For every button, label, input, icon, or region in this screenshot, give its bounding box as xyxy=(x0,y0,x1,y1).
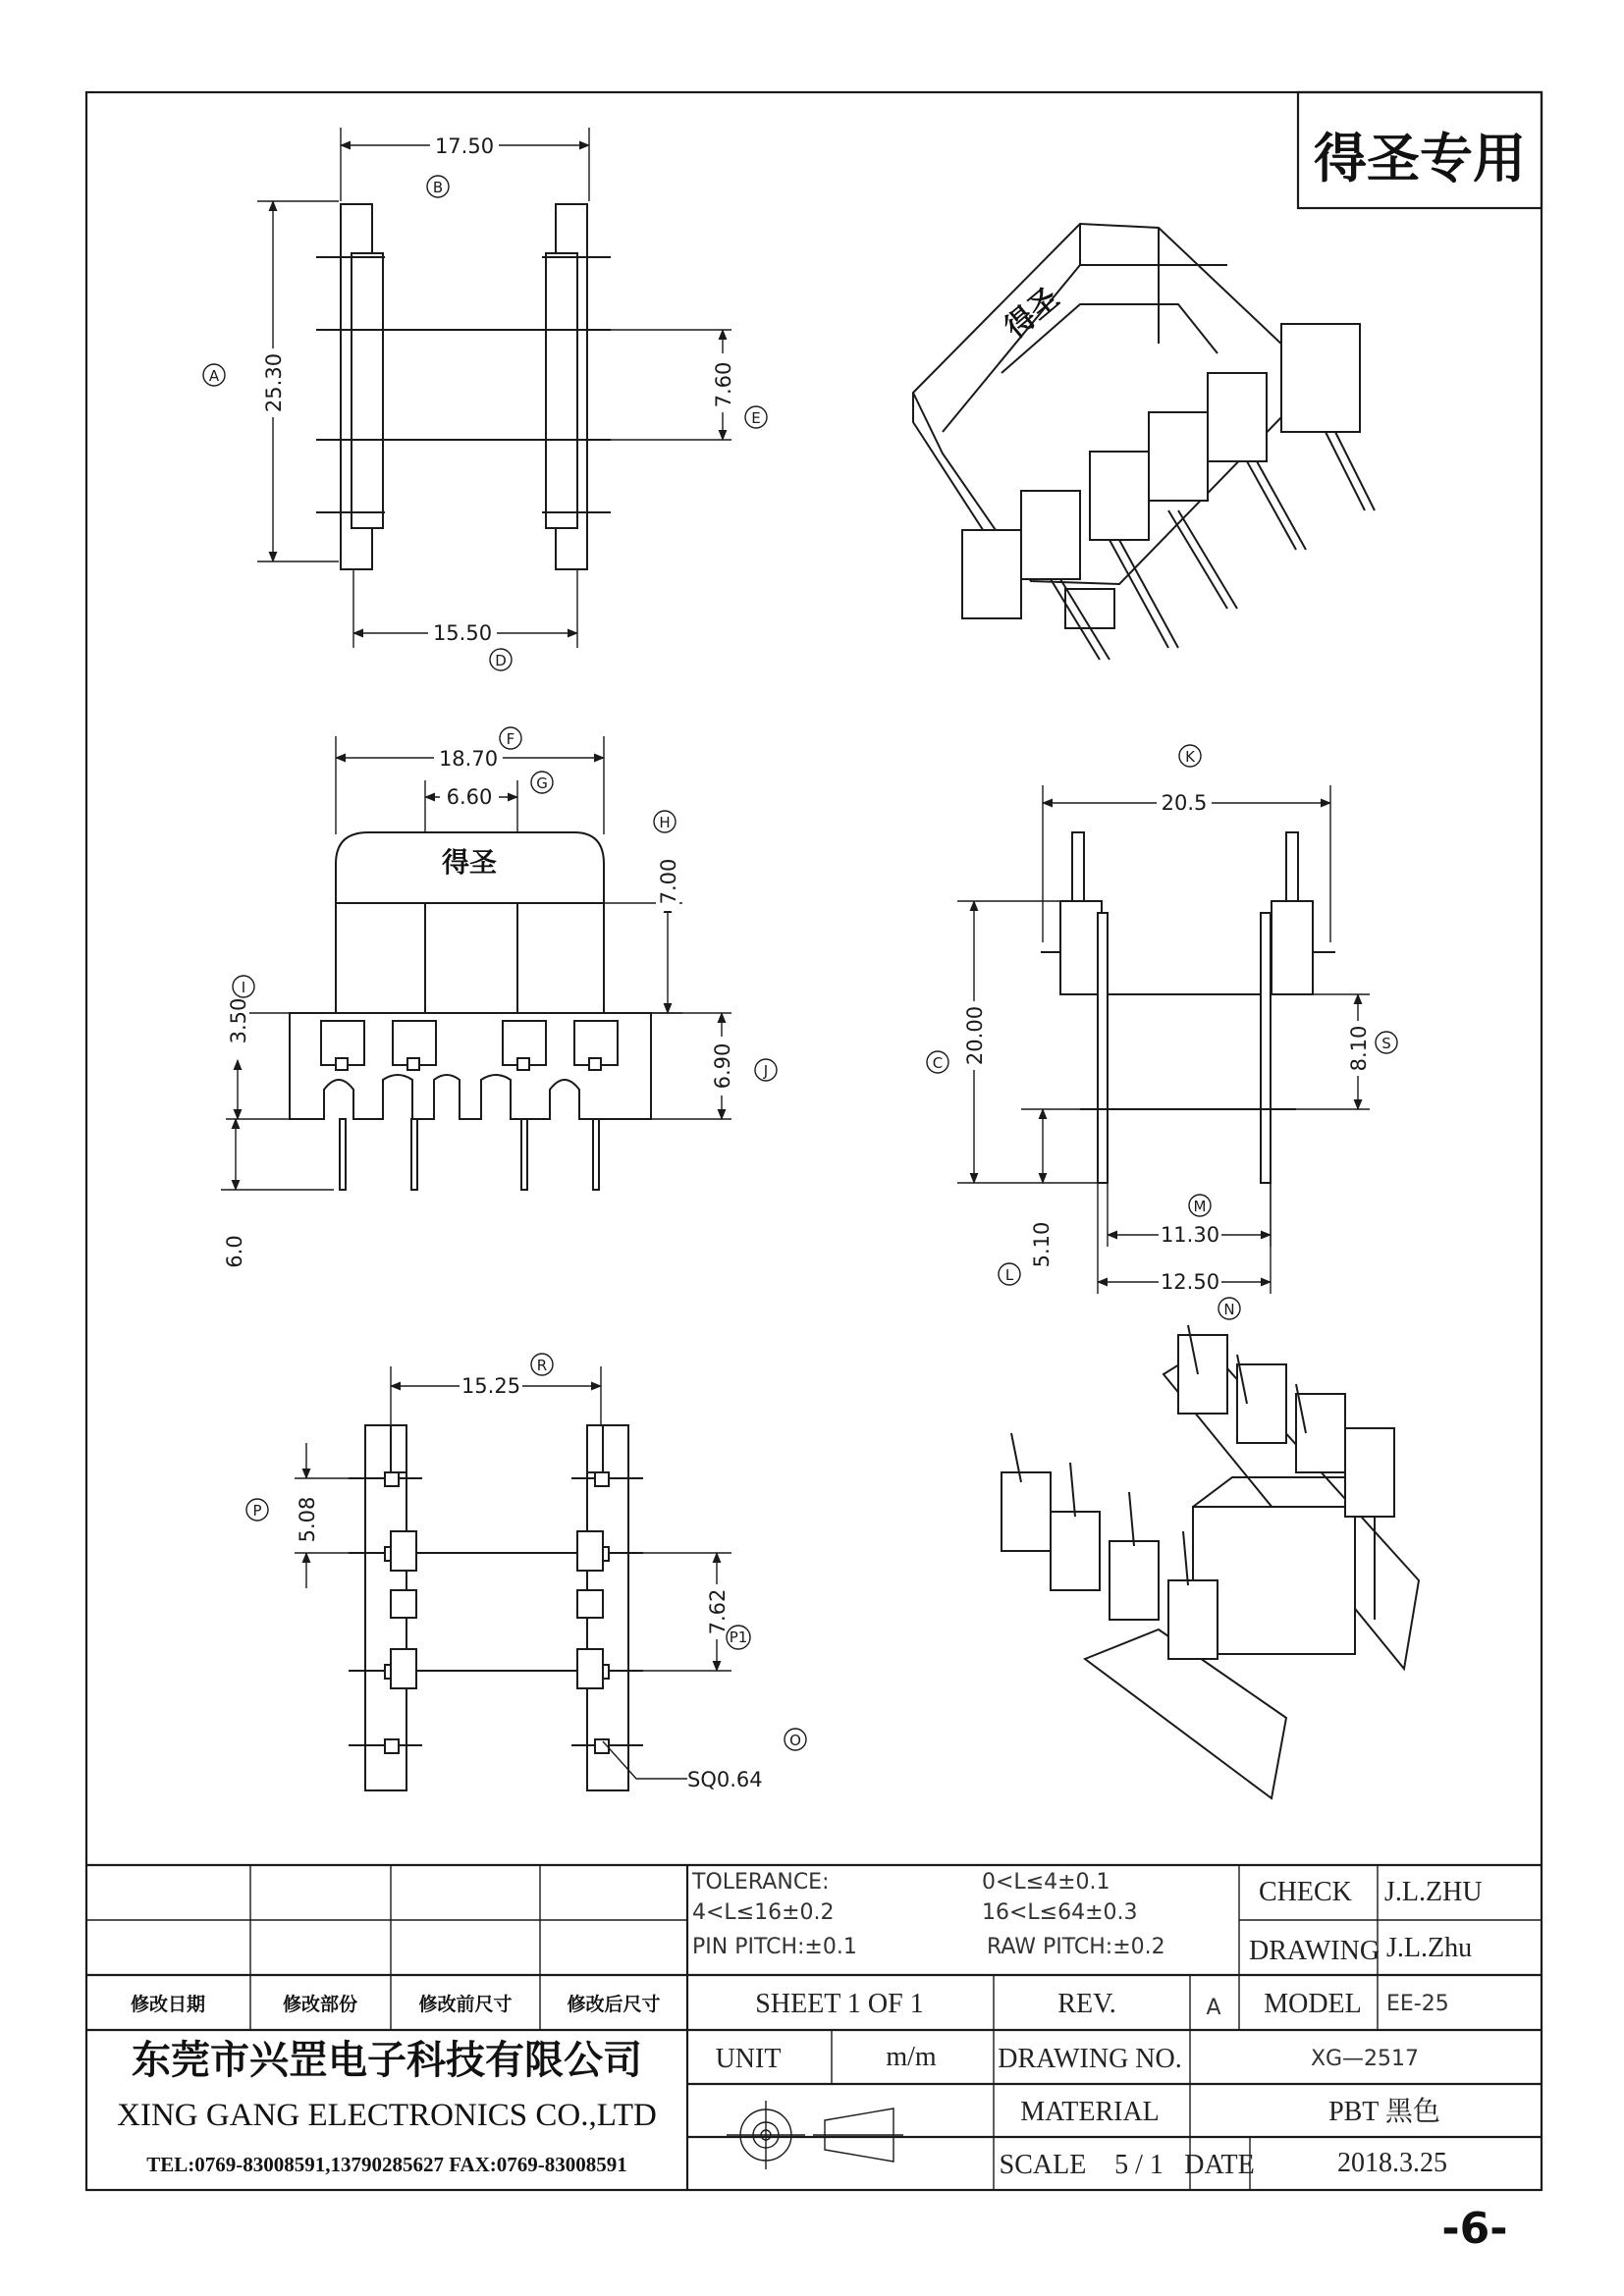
dim-side-pin: 5.10 xyxy=(1030,1221,1054,1268)
ref-e: E xyxy=(751,409,761,427)
dim-side-height: 20.00 xyxy=(963,1005,987,1066)
rev-header-part: 修改部份 xyxy=(282,1994,358,2015)
dim-side-width: 20.5 xyxy=(1161,791,1208,815)
rev-value: A xyxy=(1206,1996,1221,2020)
top-view xyxy=(203,128,767,670)
drawing-no-value: XG—2517 xyxy=(1310,2047,1420,2071)
rev-label: REV. xyxy=(1057,1989,1116,2019)
front-view xyxy=(221,727,777,1271)
drawing-value: J.L.Zhu xyxy=(1386,1933,1473,1963)
ref-c: C xyxy=(932,1054,944,1072)
side-view xyxy=(927,745,1397,1319)
iso-view-top xyxy=(913,224,1375,660)
company-name-en: XING GANG ELECTRONICS CO.,LTD xyxy=(117,2098,657,2133)
ref-l: L xyxy=(1004,1266,1014,1284)
ref-m: M xyxy=(1193,1198,1207,1215)
dim-front-pin-h: 6.90 xyxy=(711,1042,734,1090)
scale-value: 5 / 1 xyxy=(1114,2150,1164,2180)
dim-side-w2: 12.50 xyxy=(1160,1270,1220,1294)
dim-bottom-pitch2: 7.62 xyxy=(706,1588,730,1635)
pin-size-label: SQ0.64 xyxy=(687,1768,763,1791)
model-label: MODEL xyxy=(1264,1989,1362,2019)
dim-top-height: 25.30 xyxy=(262,352,286,413)
ref-a: A xyxy=(208,367,220,385)
dim-top-width: 17.50 xyxy=(434,134,495,158)
ref-d: D xyxy=(495,652,507,669)
dim-front-top: 7.00 xyxy=(657,858,680,905)
tolerance-2: 4<L≤16±0.2 xyxy=(692,1900,835,1925)
tolerance-label: TOLERANCE: xyxy=(692,1870,830,1895)
ref-k: K xyxy=(1185,748,1195,766)
ref-n: N xyxy=(1223,1301,1235,1318)
dim-front-pin-len: 6.0 xyxy=(223,1235,246,1268)
title-block xyxy=(86,1865,1542,2190)
dim-bottom-span: 15.25 xyxy=(460,1374,521,1398)
drawing-no-label: DRAWING NO. xyxy=(998,2044,1182,2074)
ref-o: O xyxy=(789,1732,801,1749)
drawing-label: DRAWING xyxy=(1249,1936,1380,1966)
dim-top-base: 15.50 xyxy=(432,621,493,645)
raw-pitch: RAW PITCH:±0.2 xyxy=(987,1935,1165,1959)
ref-b: B xyxy=(432,179,444,196)
ref-f: F xyxy=(506,730,515,748)
dim-front-core: 6.60 xyxy=(446,785,493,809)
dim-side-w1: 11.30 xyxy=(1160,1223,1220,1247)
dim-top-gap: 7.60 xyxy=(712,361,735,408)
tolerance-3: 16<L≤64±0.3 xyxy=(982,1900,1138,1925)
ref-r: R xyxy=(536,1357,548,1374)
unit-label: UNIT xyxy=(715,2044,782,2074)
corner-stamp xyxy=(1298,92,1542,208)
rev-header-after: 修改后尺寸 xyxy=(567,1994,661,2015)
check-label: CHECK xyxy=(1259,1877,1352,1907)
ref-p1: P1 xyxy=(729,1629,748,1646)
ref-h: H xyxy=(659,814,671,831)
scale-label: SCALE xyxy=(999,2150,1087,2180)
company-contact: TEL:0769-83008591,13790285627 FAX:0769-83008591 xyxy=(146,2153,627,2176)
model-value: EE-25 xyxy=(1386,1992,1449,2016)
ref-s: S xyxy=(1381,1035,1391,1052)
dim-side-inner: 8.10 xyxy=(1347,1025,1371,1072)
front-body-label: 得圣 xyxy=(441,846,498,879)
sheet-label: SHEET 1 OF 1 xyxy=(755,1989,924,2019)
dim-front-width: 18.70 xyxy=(438,747,499,771)
bottom-view xyxy=(246,1354,806,1791)
rev-header-date: 修改日期 xyxy=(130,1994,206,2015)
date-value: 2018.3.25 xyxy=(1337,2148,1447,2178)
pin-pitch: PIN PITCH:±0.1 xyxy=(692,1935,857,1959)
company-name-cn: 东莞市兴罡电子科技有限公司 xyxy=(132,2038,642,2083)
dim-front-base: 3.50 xyxy=(227,997,250,1044)
tolerance-1: 0<L≤4±0.1 xyxy=(982,1870,1110,1895)
rev-header-before: 修改前尺寸 xyxy=(418,1994,513,2015)
ref-j: J xyxy=(763,1062,769,1080)
ref-i: I xyxy=(241,979,246,996)
page-number: -6- xyxy=(1441,2204,1508,2254)
iso-body-label: 得圣 xyxy=(999,281,1066,346)
check-value: J.L.ZHU xyxy=(1384,1877,1483,1907)
ref-p: P xyxy=(252,1502,262,1520)
date-label: DATE xyxy=(1184,2150,1255,2180)
corner-label: 得圣专用 xyxy=(1314,128,1526,189)
material-value: PBT 黑色 xyxy=(1328,2097,1440,2127)
projection-symbol-icon xyxy=(727,2101,903,2169)
unit-value: m/m xyxy=(886,2042,937,2072)
dim-bottom-pitch: 5.08 xyxy=(296,1496,319,1543)
ref-g: G xyxy=(536,774,548,792)
iso-view-bottom xyxy=(1001,1325,1419,1798)
material-label: MATERIAL xyxy=(1020,2097,1160,2127)
